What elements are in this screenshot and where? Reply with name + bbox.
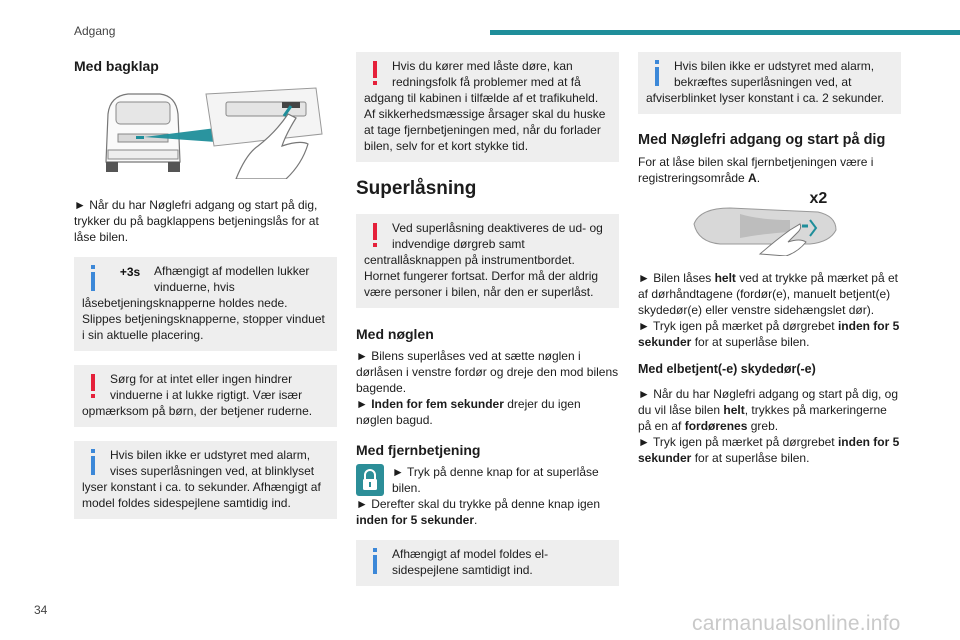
header-accent-bar bbox=[490, 30, 960, 35]
remote-step-2: ► Derefter skal du trykke på denne knap igen inden for 5 sekunder. bbox=[356, 497, 601, 527]
timer-3s-icon: +3s bbox=[119, 265, 141, 279]
warning-icon bbox=[364, 220, 388, 252]
remote-step-1: ► Tryk på denne knap for at superlåse bilen. bbox=[356, 464, 619, 496]
tailgate-step: ► Når du har Nøglefri adgang og start på dig, trykker du på bagklappens betjeningslås for at låse bilen. bbox=[74, 198, 319, 244]
warning-icon bbox=[364, 58, 388, 90]
door-handle-illustration bbox=[690, 190, 850, 256]
keyless-intro: For at låse bilen skal fjernbetjeningen være i registreringsområde A. bbox=[638, 155, 874, 185]
info-box-mirrors bbox=[356, 540, 619, 586]
info-box-text: Afhængigt af model foldes el-sidespejlene samtidigt ind. bbox=[392, 547, 549, 577]
key-step-2: ► Inden for fem sekunder drejer du igen nøglen bagud. bbox=[356, 397, 581, 427]
info-box-superlock-indicator bbox=[638, 52, 901, 114]
key-step-1: ► Bilens superlåses ved at sætte nøglen i dørlåsen i venstre fordør og dreje den mod bilens bagende. bbox=[356, 349, 619, 395]
subheading-sliding-doors: Med elbetjent(-e) skydedør(-e) bbox=[638, 362, 816, 376]
keyless-step-2: ► Tryk igen på mærket på dørgrebet inden for 5 sekunder for at superlåse bilen. bbox=[638, 319, 900, 349]
section-heading-keyless: Med Nøglefri adgang og start på dig bbox=[638, 132, 886, 148]
padlock-icon bbox=[356, 464, 384, 496]
keyless-step-3: ► Når du har Nøglefri adgang og start på dig, og du vil låse bilen helt, trykkes på markeringerne på en af fordørenes greb. bbox=[638, 387, 899, 433]
keyless-step-4: ► Tryk igen på mærket på dørgrebet inden for 5 sekunder for at superlåse bilen. bbox=[638, 435, 900, 465]
press-twice-label: x2 bbox=[809, 190, 828, 207]
section-heading-tailgate: Med bagklap bbox=[74, 58, 159, 74]
subheading-with-key: Med nøglen bbox=[356, 326, 434, 342]
column-3 bbox=[638, 52, 901, 466]
info-box-text: Afhængigt af modellen lukker vinduerne, hvis låsebetjeningsknapperne holdes nede. Slippes betjeningsknapperne, stopper vinduet i sin aktuelle placering. bbox=[82, 264, 325, 342]
watermark: carmanualsonline.info bbox=[692, 612, 901, 635]
info-icon bbox=[82, 447, 106, 479]
column-2 bbox=[356, 52, 619, 586]
warning-box-text: Sørg for at intet eller ingen hindrer vinduerne i at lukke rigtigt. Vær især opmærksom på børn, der betjener ruderne. bbox=[82, 372, 313, 418]
page-number: 34 bbox=[34, 603, 48, 617]
info-box-text: Hvis bilen ikke er udstyret med alarm, bekræftes superlåsningen ved, at afviserblinket lyser konstant i ca. 2 sekunder. bbox=[646, 59, 885, 105]
warning-icon bbox=[82, 371, 106, 403]
section-title-superlocking: Superlåsning bbox=[356, 178, 477, 199]
header-title: Adgang bbox=[74, 24, 116, 38]
warning-box-locked-doors bbox=[356, 52, 619, 162]
info-box-text: Hvis bilen ikke er udstyret med alarm, vises superlåsningen ved, at blinklyset lyser konstant i ca. to sekunder. Afhængigt af model foldes sidespejlene samtidig ind. bbox=[82, 448, 321, 510]
info-icon bbox=[646, 58, 670, 90]
warning-box-superlocking bbox=[356, 214, 619, 308]
warning-box-text: Hvis du kører med låste døre, kan redningsfolk få problemer med at få adgang til kabinen i tilfælde af et trafikuheld. Af sikkerhedsmæssige årsager skal du huske at tage fjernbetjeningen med, når du forlader bilen, selv for et kort stykke tid. bbox=[364, 59, 606, 153]
warning-box-obstruction bbox=[74, 365, 337, 427]
tailgate-illustration bbox=[86, 84, 326, 179]
keyless-step-1: ► Bilen låses helt ved at trykke på mærket på et af dørhåndtagene (fordør(e), manuelt betjent(e) skydedør(e) eller venstre sidehængslet dør). bbox=[638, 271, 898, 317]
info-icon bbox=[82, 263, 106, 295]
column-1 bbox=[74, 52, 337, 519]
info-icon bbox=[364, 546, 388, 578]
info-box-no-alarm bbox=[74, 441, 337, 519]
subheading-with-remote: Med fjernbetjening bbox=[356, 442, 481, 458]
warning-box-text: Ved superlåsning deaktiveres de ud- og indvendige dørgreb samt centrallåsknappen på instrumentbordet. Hornet fungerer fortsat. Derfor må der aldrig være personer i bilen, når den er superlåst. bbox=[364, 221, 603, 299]
info-box-window-closing bbox=[74, 257, 337, 351]
